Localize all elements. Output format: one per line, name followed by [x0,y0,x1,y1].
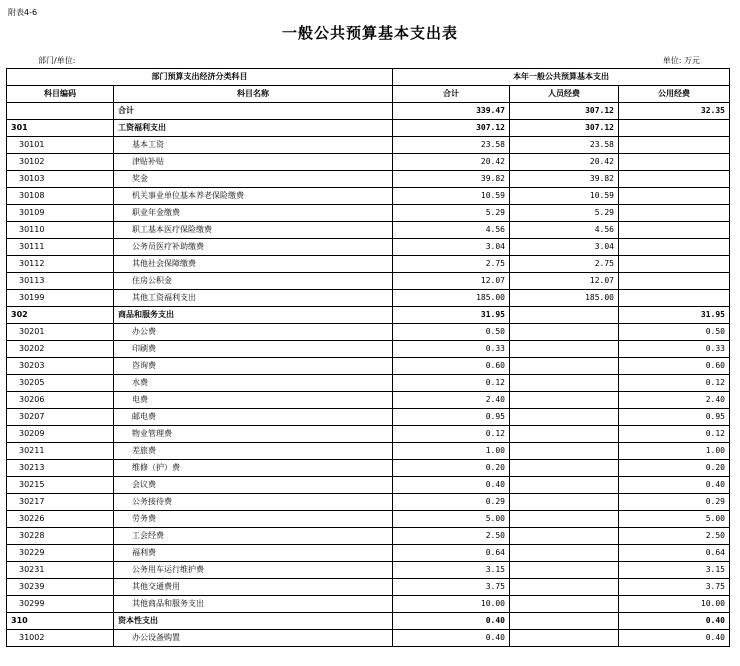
cell-personnel [510,613,619,630]
cell-public: 2.40 [619,392,730,409]
cell-public: 0.50 [619,324,730,341]
table-row [7,188,730,205]
cell-code: 30231 [7,562,114,579]
cell-public: 3.15 [619,562,730,579]
cell-public: 1.00 [619,443,730,460]
header-code: 科目编码 [7,86,114,103]
cell-total: 23.58 [393,137,510,154]
cell-name: 其他工资福利支出 [114,290,393,307]
cell-code: 30299 [7,596,114,613]
cell-total: 0.40 [393,477,510,494]
cell-code: 30113 [7,273,114,290]
table-row [7,205,730,222]
cell-code: 31002 [7,630,114,647]
table-row [7,137,730,154]
cell-personnel: 23.58 [510,137,619,154]
cell-name: 水费 [114,375,393,392]
cell-total: 12.07 [393,273,510,290]
table-row [7,392,730,409]
cell-public: 0.40 [619,477,730,494]
annex-label: 附表4-6 [8,8,38,17]
cell-personnel [510,579,619,596]
table-row [7,528,730,545]
budget-table [6,68,730,647]
table-row [7,409,730,426]
cell-name: 其他商品和服务支出 [114,596,393,613]
cell-public: 0.60 [619,358,730,375]
cell-code: 30211 [7,443,114,460]
cell-name: 奖金 [114,171,393,188]
cell-personnel [510,494,619,511]
cell-public [619,188,730,205]
header-name: 科目名称 [114,86,393,103]
table-row [7,222,730,239]
cell-public [619,120,730,137]
cell-personnel [510,477,619,494]
cell-name: 工会经费 [114,528,393,545]
cell-code: 30101 [7,137,114,154]
cell-personnel: 12.07 [510,273,619,290]
cell-personnel: 20.42 [510,154,619,171]
cell-personnel [510,392,619,409]
cell-total: 0.95 [393,409,510,426]
cell-code: 30110 [7,222,114,239]
cell-public [619,222,730,239]
cell-total: 0.12 [393,375,510,392]
cell-code: 30226 [7,511,114,528]
cell-personnel: 307.12 [510,103,619,120]
header-public: 公用经费 [619,86,730,103]
cell-code [7,103,114,120]
cell-name: 其他社会保障缴费 [114,256,393,273]
cell-total: 5.29 [393,205,510,222]
department-label: 部门/单位: [38,56,76,65]
table-row [7,596,730,613]
cell-public: 5.00 [619,511,730,528]
cell-code: 30111 [7,239,114,256]
header-basic-expenditure: 本年一般公共预算基本支出 [393,69,730,86]
cell-name: 商品和服务支出 [114,307,393,324]
cell-name: 维修（护）费 [114,460,393,477]
cell-name: 电费 [114,392,393,409]
table-row [7,103,730,120]
cell-personnel: 185.00 [510,290,619,307]
cell-personnel [510,562,619,579]
table-row [7,239,730,256]
cell-public: 0.12 [619,375,730,392]
cell-name: 公务用车运行维护费 [114,562,393,579]
cell-name: 合计 [114,103,393,120]
cell-name: 劳务费 [114,511,393,528]
cell-code: 30205 [7,375,114,392]
cell-code: 30112 [7,256,114,273]
header-row-columns [7,86,730,103]
cell-public [619,256,730,273]
cell-public [619,154,730,171]
table-row [7,256,730,273]
table-row [7,358,730,375]
table-row [7,460,730,477]
cell-total: 0.64 [393,545,510,562]
cell-personnel [510,630,619,647]
cell-total: 339.47 [393,103,510,120]
cell-personnel [510,324,619,341]
cell-public: 0.95 [619,409,730,426]
cell-total: 10.59 [393,188,510,205]
table-row [7,477,730,494]
cell-personnel: 10.59 [510,188,619,205]
cell-public: 0.20 [619,460,730,477]
cell-name: 差旅费 [114,443,393,460]
cell-personnel [510,460,619,477]
cell-total: 0.40 [393,630,510,647]
cell-name: 资本性支出 [114,613,393,630]
cell-name: 福利费 [114,545,393,562]
cell-name: 公务接待费 [114,494,393,511]
cell-total: 39.82 [393,171,510,188]
cell-public: 10.00 [619,596,730,613]
cell-code: 30209 [7,426,114,443]
cell-total: 1.00 [393,443,510,460]
cell-name: 邮电费 [114,409,393,426]
cell-public: 0.64 [619,545,730,562]
cell-name: 办公设备购置 [114,630,393,647]
cell-code: 30202 [7,341,114,358]
cell-public: 3.75 [619,579,730,596]
cell-personnel [510,528,619,545]
cell-personnel [510,307,619,324]
table-row [7,290,730,307]
cell-code: 30239 [7,579,114,596]
cell-public [619,239,730,256]
cell-name: 会议费 [114,477,393,494]
cell-code: 30108 [7,188,114,205]
header-personnel: 人员经费 [510,86,619,103]
cell-name: 住房公积金 [114,273,393,290]
table-row [7,630,730,647]
cell-name: 工资福利支出 [114,120,393,137]
cell-personnel [510,443,619,460]
cell-public [619,205,730,222]
cell-code: 310 [7,613,114,630]
cell-total: 4.56 [393,222,510,239]
cell-total: 307.12 [393,120,510,137]
header-economic-classification: 部门预算支出经济分类科目 [7,69,393,86]
cell-code: 30103 [7,171,114,188]
cell-personnel: 2.75 [510,256,619,273]
cell-total: 3.15 [393,562,510,579]
cell-total: 0.40 [393,613,510,630]
cell-personnel [510,358,619,375]
cell-name: 基本工资 [114,137,393,154]
cell-code: 30228 [7,528,114,545]
cell-total: 0.33 [393,341,510,358]
table-row [7,154,730,171]
table-row [7,562,730,579]
cell-code: 30229 [7,545,114,562]
cell-name: 职工基本医疗保险缴费 [114,222,393,239]
cell-public: 31.95 [619,307,730,324]
cell-name: 物业管理费 [114,426,393,443]
table-row [7,494,730,511]
cell-public: 0.33 [619,341,730,358]
cell-total: 3.04 [393,239,510,256]
cell-total: 2.50 [393,528,510,545]
cell-personnel [510,426,619,443]
cell-public [619,273,730,290]
cell-name: 公务员医疗补助缴费 [114,239,393,256]
cell-code: 302 [7,307,114,324]
table-row [7,375,730,392]
cell-code: 301 [7,120,114,137]
cell-total: 20.42 [393,154,510,171]
table-row [7,545,730,562]
cell-public [619,137,730,154]
cell-personnel: 5.29 [510,205,619,222]
cell-personnel: 4.56 [510,222,619,239]
cell-code: 30102 [7,154,114,171]
cell-code: 30109 [7,205,114,222]
table-row [7,307,730,324]
cell-total: 0.20 [393,460,510,477]
header-total: 合计 [393,86,510,103]
cell-total: 2.40 [393,392,510,409]
cell-public: 0.12 [619,426,730,443]
cell-code: 30199 [7,290,114,307]
cell-total: 31.95 [393,307,510,324]
cell-personnel [510,409,619,426]
table-row [7,511,730,528]
cell-name: 其他交通费用 [114,579,393,596]
cell-code: 30213 [7,460,114,477]
cell-public: 0.40 [619,613,730,630]
cell-code: 30215 [7,477,114,494]
table-row [7,341,730,358]
cell-code: 30206 [7,392,114,409]
cell-total: 5.00 [393,511,510,528]
cell-public [619,171,730,188]
cell-name: 机关事业单位基本养老保险缴费 [114,188,393,205]
page-title: 一般公共预算基本支出表 [281,24,458,42]
cell-total: 0.12 [393,426,510,443]
unit-label: 单位: 万元 [662,56,700,65]
cell-public: 32.35 [619,103,730,120]
cell-code: 30203 [7,358,114,375]
cell-name: 职业年金缴费 [114,205,393,222]
table-row [7,171,730,188]
cell-personnel: 307.12 [510,120,619,137]
cell-total: 3.75 [393,579,510,596]
cell-personnel [510,341,619,358]
cell-total: 10.00 [393,596,510,613]
cell-code: 30201 [7,324,114,341]
cell-personnel [510,511,619,528]
table-row [7,273,730,290]
table-row [7,324,730,341]
cell-personnel [510,375,619,392]
cell-personnel [510,596,619,613]
cell-code: 30207 [7,409,114,426]
cell-total: 2.75 [393,256,510,273]
cell-name: 咨询费 [114,358,393,375]
cell-personnel: 3.04 [510,239,619,256]
cell-total: 185.00 [393,290,510,307]
table-row [7,426,730,443]
header-row-group [7,69,730,86]
cell-personnel: 39.82 [510,171,619,188]
cell-public [619,290,730,307]
cell-public: 0.40 [619,630,730,647]
cell-name: 印刷费 [114,341,393,358]
table-row [7,443,730,460]
cell-total: 0.50 [393,324,510,341]
cell-name: 办公费 [114,324,393,341]
cell-total: 0.29 [393,494,510,511]
cell-name: 津贴补贴 [114,154,393,171]
table-row [7,120,730,137]
cell-code: 30217 [7,494,114,511]
cell-public: 0.29 [619,494,730,511]
cell-total: 0.60 [393,358,510,375]
table-row [7,579,730,596]
cell-personnel [510,545,619,562]
table-row [7,613,730,630]
cell-public: 2.50 [619,528,730,545]
